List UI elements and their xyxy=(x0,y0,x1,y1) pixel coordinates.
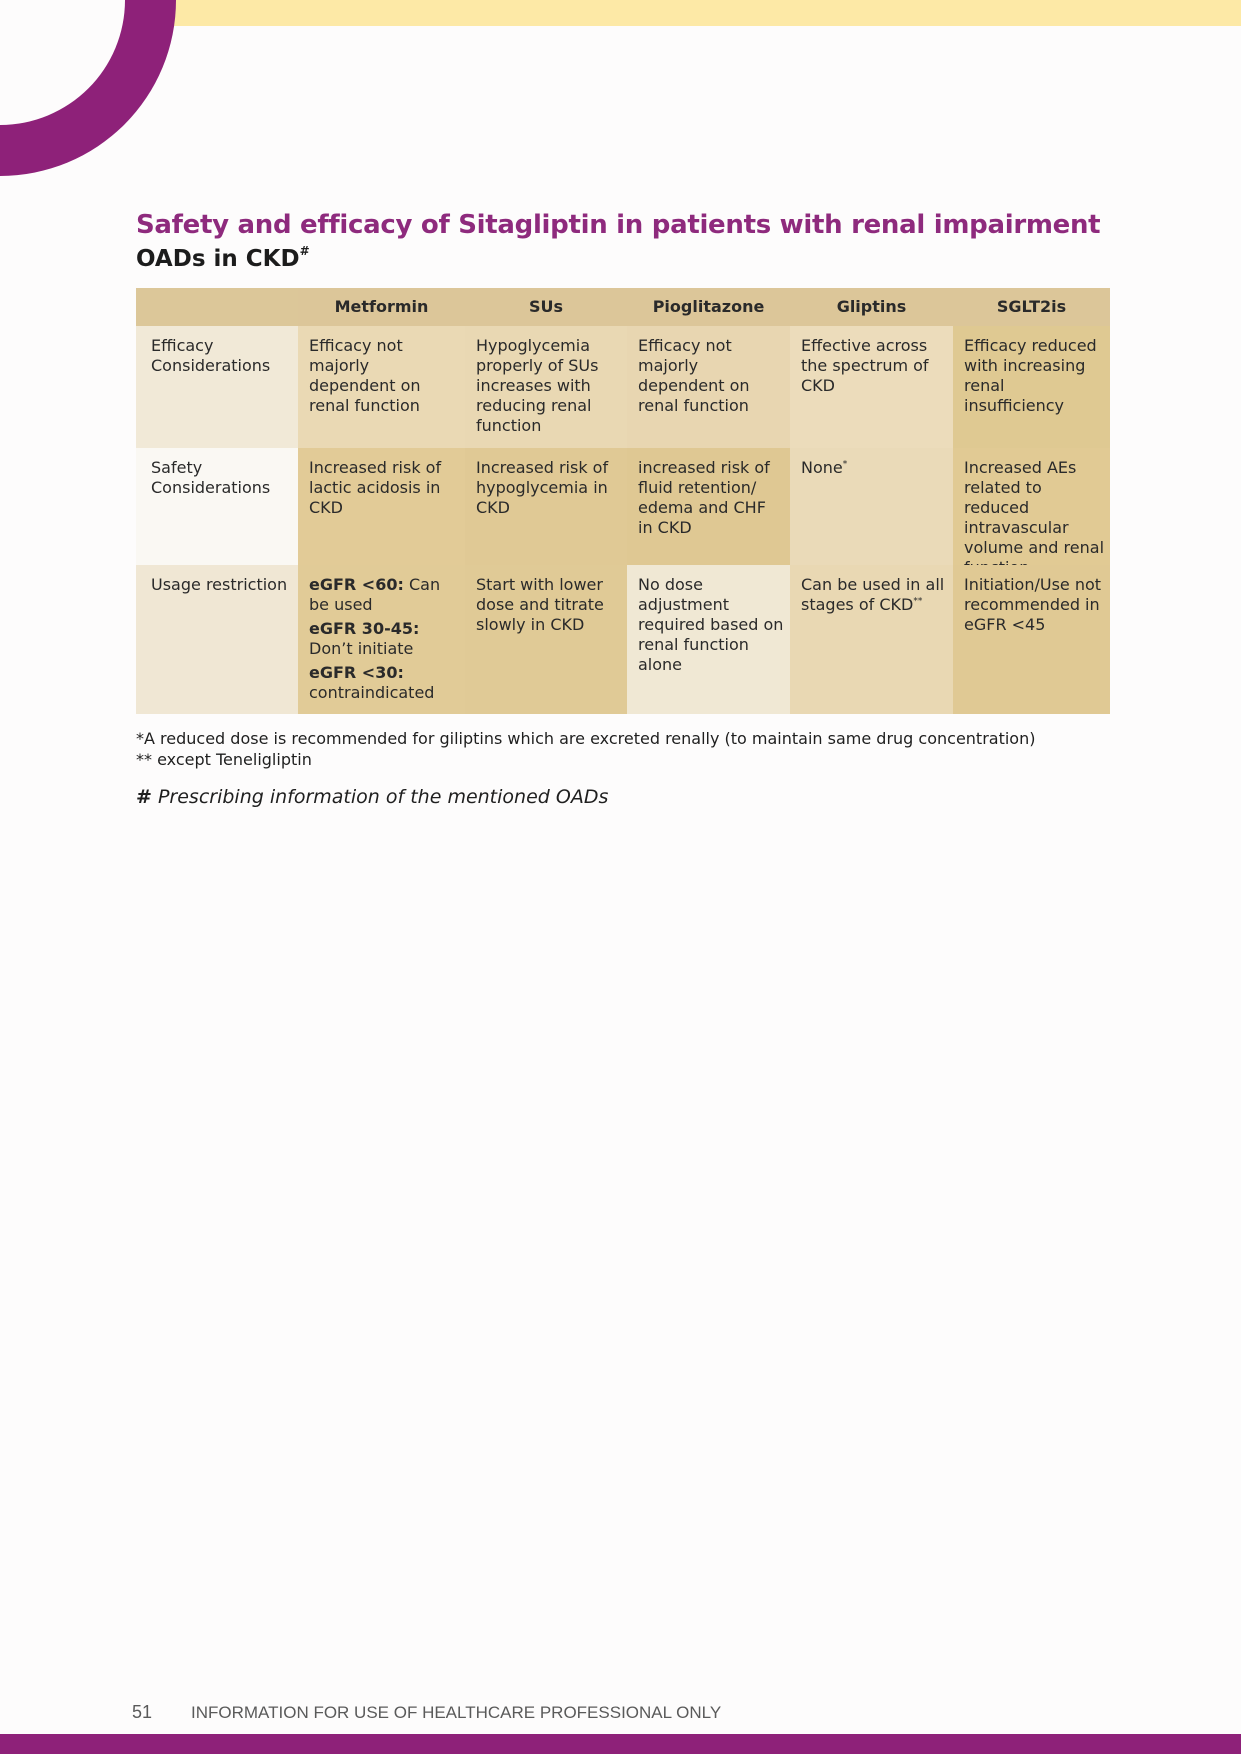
header-cell-metformin: Metformin xyxy=(298,288,465,326)
cell-usage-metformin xyxy=(298,565,465,714)
oad-comparison-table xyxy=(136,288,1110,714)
bottom-decorative-band xyxy=(0,1734,1241,1754)
table-heading-text: OADs in CKD xyxy=(136,246,300,272)
prescribing-mark: # xyxy=(136,786,152,808)
footnote-mark: * xyxy=(842,459,848,470)
egfr-threshold: eGFR <30: xyxy=(309,663,404,682)
cell-usage-sglt2is: Initiation/Use not recommended in eGFR <45 xyxy=(953,565,1110,714)
cell-efficacy-sus: Hypoglycemia properly of SUs increases with reducing renal function xyxy=(465,326,627,448)
page-number: 51 xyxy=(132,1702,153,1722)
header-cell-sus: SUs xyxy=(465,288,627,326)
cell-efficacy-pioglitazone: Efficacy not majorly dependent on renal function xyxy=(627,326,790,448)
egfr-guidance: Can be used xyxy=(309,575,441,614)
cell-usage-pioglitazone: No dose adjustment required based on renal function alone xyxy=(627,565,790,714)
cell-safety-gliptins-text: None xyxy=(801,458,843,477)
cell-safety-pioglitazone: increased risk of fluid retention/ edema and CHF in CKD xyxy=(627,448,790,565)
cell-efficacy-sglt2is: Efficacy reduced with increasing renal insufficiency xyxy=(953,326,1110,448)
row-label-usage: Usage restriction xyxy=(136,565,298,714)
egfr-rule xyxy=(309,663,459,703)
cell-usage-gliptins xyxy=(790,565,953,714)
header-cell-sglt2is: SGLT2is xyxy=(953,288,1110,326)
row-label-efficacy: Efficacy Considerations xyxy=(136,326,298,448)
page-title: Safety and efficacy of Sitagliptin in patients with renal impairment xyxy=(136,210,1101,240)
header-cell-pioglitazone: Pioglitazone xyxy=(627,288,790,326)
egfr-threshold: eGFR 30-45: xyxy=(309,619,420,638)
prescribing-text: Prescribing information of the mentioned OADs xyxy=(151,786,609,808)
prescribing-note xyxy=(136,786,608,808)
cell-usage-gliptins-text: Can be used in all stages of CKD xyxy=(801,575,945,614)
footnotes xyxy=(136,728,1035,770)
cell-safety-sglt2is: Increased AEs related to reduced intravascular volume and renal xyxy=(953,448,1110,565)
egfr-rule xyxy=(309,575,459,615)
header-cell-empty xyxy=(136,288,298,326)
row-label-safety: Safety Considerations xyxy=(136,448,298,565)
egfr-guidance: Don’t initiate xyxy=(309,639,414,658)
header-cell-gliptins: Gliptins xyxy=(790,288,953,326)
egfr-threshold: eGFR <60: xyxy=(309,575,404,594)
egfr-rule xyxy=(309,619,459,659)
cell-safety-metformin: Increased risk of lactic acidosis in CKD xyxy=(298,448,465,565)
table-heading xyxy=(136,246,310,272)
top-decorative-band xyxy=(150,0,1241,26)
table-heading-mark: # xyxy=(299,244,310,259)
cell-efficacy-metformin: Efficacy not majorly dependent on renal function xyxy=(298,326,465,448)
cell-safety-gliptins xyxy=(790,448,953,565)
footnote-mark: ** xyxy=(913,596,923,607)
footer-disclaimer: INFORMATION FOR USE OF HEALTHCARE PROFESSIONAL ONLY xyxy=(191,1703,722,1722)
egfr-guidance: contraindicated xyxy=(309,683,435,702)
footnote-reduced-dose: *A reduced dose is recommended for giliptins which are excreted renally (to maintain same drug concentration) xyxy=(136,729,1036,748)
footnote-except: ** except Teneligliptin xyxy=(136,750,312,769)
cell-usage-sus: Start with lower dose and titrate slowly in CKD xyxy=(465,565,627,714)
cell-safety-sus: Increased risk of hypoglycemia in CKD xyxy=(465,448,627,565)
cell-efficacy-gliptins: Effective across the spectrum of CKD xyxy=(790,326,953,448)
